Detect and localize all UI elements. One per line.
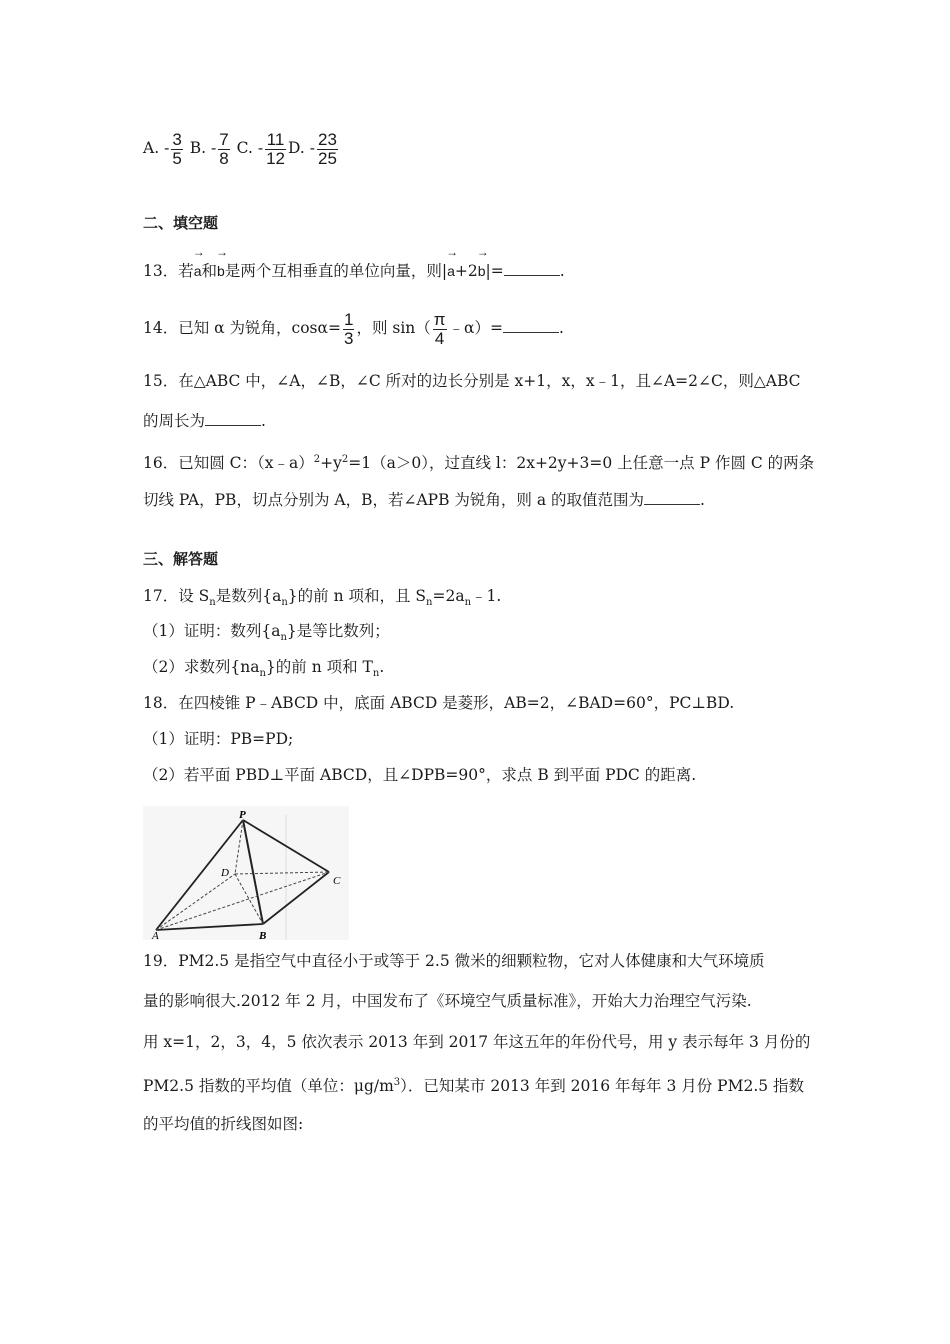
q17-sub2: n [281,597,288,609]
q13-text: 是两个互相垂直的单位向量，则| [224,262,448,280]
question-15-line2 [143,410,266,432]
question-17 [143,585,501,614]
q17-sub3: n [426,597,433,609]
q13-and: 和 [201,262,218,280]
figure-background [143,806,349,940]
section-fill-in-title: 二、填空题 [143,214,219,232]
answer-blank [504,261,560,276]
q16-sup1: 2 [313,454,321,465]
fraction-pi-over-4: $\frac{\pi}{4}$ [433,309,446,348]
question-16-line2 [143,489,705,511]
vector-b: → b [217,258,225,282]
question-15-line1: 15．在△ABC 中，∠A，∠B，∠C 所对的边长分别是 x+1，x，x﹣1，且∠A=2∠C，则△ABC [143,372,801,390]
option-d-label: D. [287,139,305,157]
neg-sign: - [164,139,170,157]
question-19-line4 [143,1072,804,1097]
question-17-part2 [143,656,384,685]
q16-line2-text: 切线 PA，PB，切点分别为 A，B，若∠APB 为锐角，则 a 的取值范围为 [143,491,644,509]
option-b-label: B. [189,139,207,157]
q17-p2-sub: n [259,668,266,680]
neg-sign: - [309,139,315,157]
q13-number: 13．若 [143,262,194,280]
option-a-fraction: $\frac{3}{5}$ [172,129,182,168]
q19-line4-sup: 3 [393,1077,401,1088]
q16-period: . [699,491,705,509]
vector-a: → a [194,258,202,282]
q17-text4: =2a [432,587,465,605]
q17-p2-text: （2）求数列{na [143,658,260,676]
question-19-line5: 的平均值的折线图如图: [143,1115,304,1133]
option-c-fraction: $\frac{11}{12}$ [266,129,285,168]
question-13 [143,258,565,282]
question-16-line1 [143,449,814,474]
q15-line2-text: 的周长为 [143,412,206,430]
q17-p2-sub2: n [372,668,380,680]
label-a: A [152,930,159,940]
section-answer-title: 三、解答题 [143,550,219,568]
q17-text3: }的前 n 项和，且 S [287,587,427,605]
question-19-line3: 用 x=1，2，3，4，5 依次表示 2013 年到 2017 年这五年的年份代号，用 y 表示每年 3 月份的 [143,1033,811,1051]
q17-p2-end: . [379,658,385,676]
option-a-label: A. [143,139,160,157]
q17-p1-sub: n [280,632,287,644]
q17-p2-mid: }的前 n 项和 T [265,658,373,676]
q16-text-a: 16．已知圆 C：（x﹣a） [143,454,314,473]
q16-sup2: 2 [341,454,349,465]
option-b-fraction: $\frac{7}{8}$ [219,129,229,168]
neg-sign: - [210,139,217,157]
question-14 [143,306,564,350]
q14-text2: ，则 sin（ [356,319,431,337]
q17-p1-text: （1）证明：数列{a [143,622,281,640]
q16-text-c: =1（a＞0），过直线 l：2x+2y+3=0 上任意一点 P 作圆 C 的两条 [348,454,815,473]
question-18-part2: （2）若平面 PBD⊥平面 ABCD，且∠DPB=90°，求点 B 到平面 PDC 的距离. [143,766,697,784]
q17-text1: 17．设 S [143,587,210,605]
q17-sub4: n [464,597,472,609]
q14-text1: 14．已知 α 为锐角，cosα= [143,319,341,337]
q12-options [143,128,340,168]
q17-sub1: n [209,597,216,609]
q14-period: . [558,319,564,337]
label-p: P [239,809,246,821]
q17-text5: ﹣1. [471,587,502,605]
option-c-label: C. [236,139,253,157]
vector-a: → a [447,258,455,282]
vector-b: → b [478,258,486,282]
question-17-part1 [143,620,390,649]
question-19-line2: 量的影响很大.2012 年 2 月，中国发布了《环境空气质量标准》，开始大力治理空气污染. [143,992,752,1010]
q16-text-b: +y [320,454,342,473]
option-d-fraction: $\frac{23}{25}$ [317,129,337,168]
q13-end: |= [485,262,504,280]
label-b: B [259,930,267,940]
q17-text2: 是数列{a [215,587,282,605]
label-c: C [333,875,341,887]
answer-blank [644,490,700,505]
question-19-line1: 19．PM2.5 是指空气中直径小于或等于 2.5 微米的细颗粒物，它对人体健康和大气环境质 [143,952,765,970]
q19-line4-text: PM2.5 指数的平均值（单位：μg/m [143,1077,394,1096]
fraction-one-third: $\frac{1}{3}$ [343,309,354,348]
label-d: D [221,867,229,879]
answer-blank [503,318,559,333]
q19-line4-end: ）．已知某市 2013 年到 2016 年每年 3 月份 PM2.5 指数 [400,1077,805,1096]
q13-plus2: +2 [454,262,478,280]
q15-period: . [261,412,266,430]
q14-text3: ﹣α）= [448,319,503,337]
answer-blank [205,411,261,426]
question-18-part1: （1）证明：PB=PD; [143,730,294,748]
q13-period: . [559,262,565,280]
neg-sign: - [257,139,264,157]
pyramid-figure [143,806,349,940]
q17-p1-end: }是等比数列； [286,622,390,640]
question-18-line1: 18．在四棱锥 P﹣ABCD 中，底面 ABCD 是菱形，AB=2，∠BAD=60°，PC⊥BD. [143,694,735,712]
